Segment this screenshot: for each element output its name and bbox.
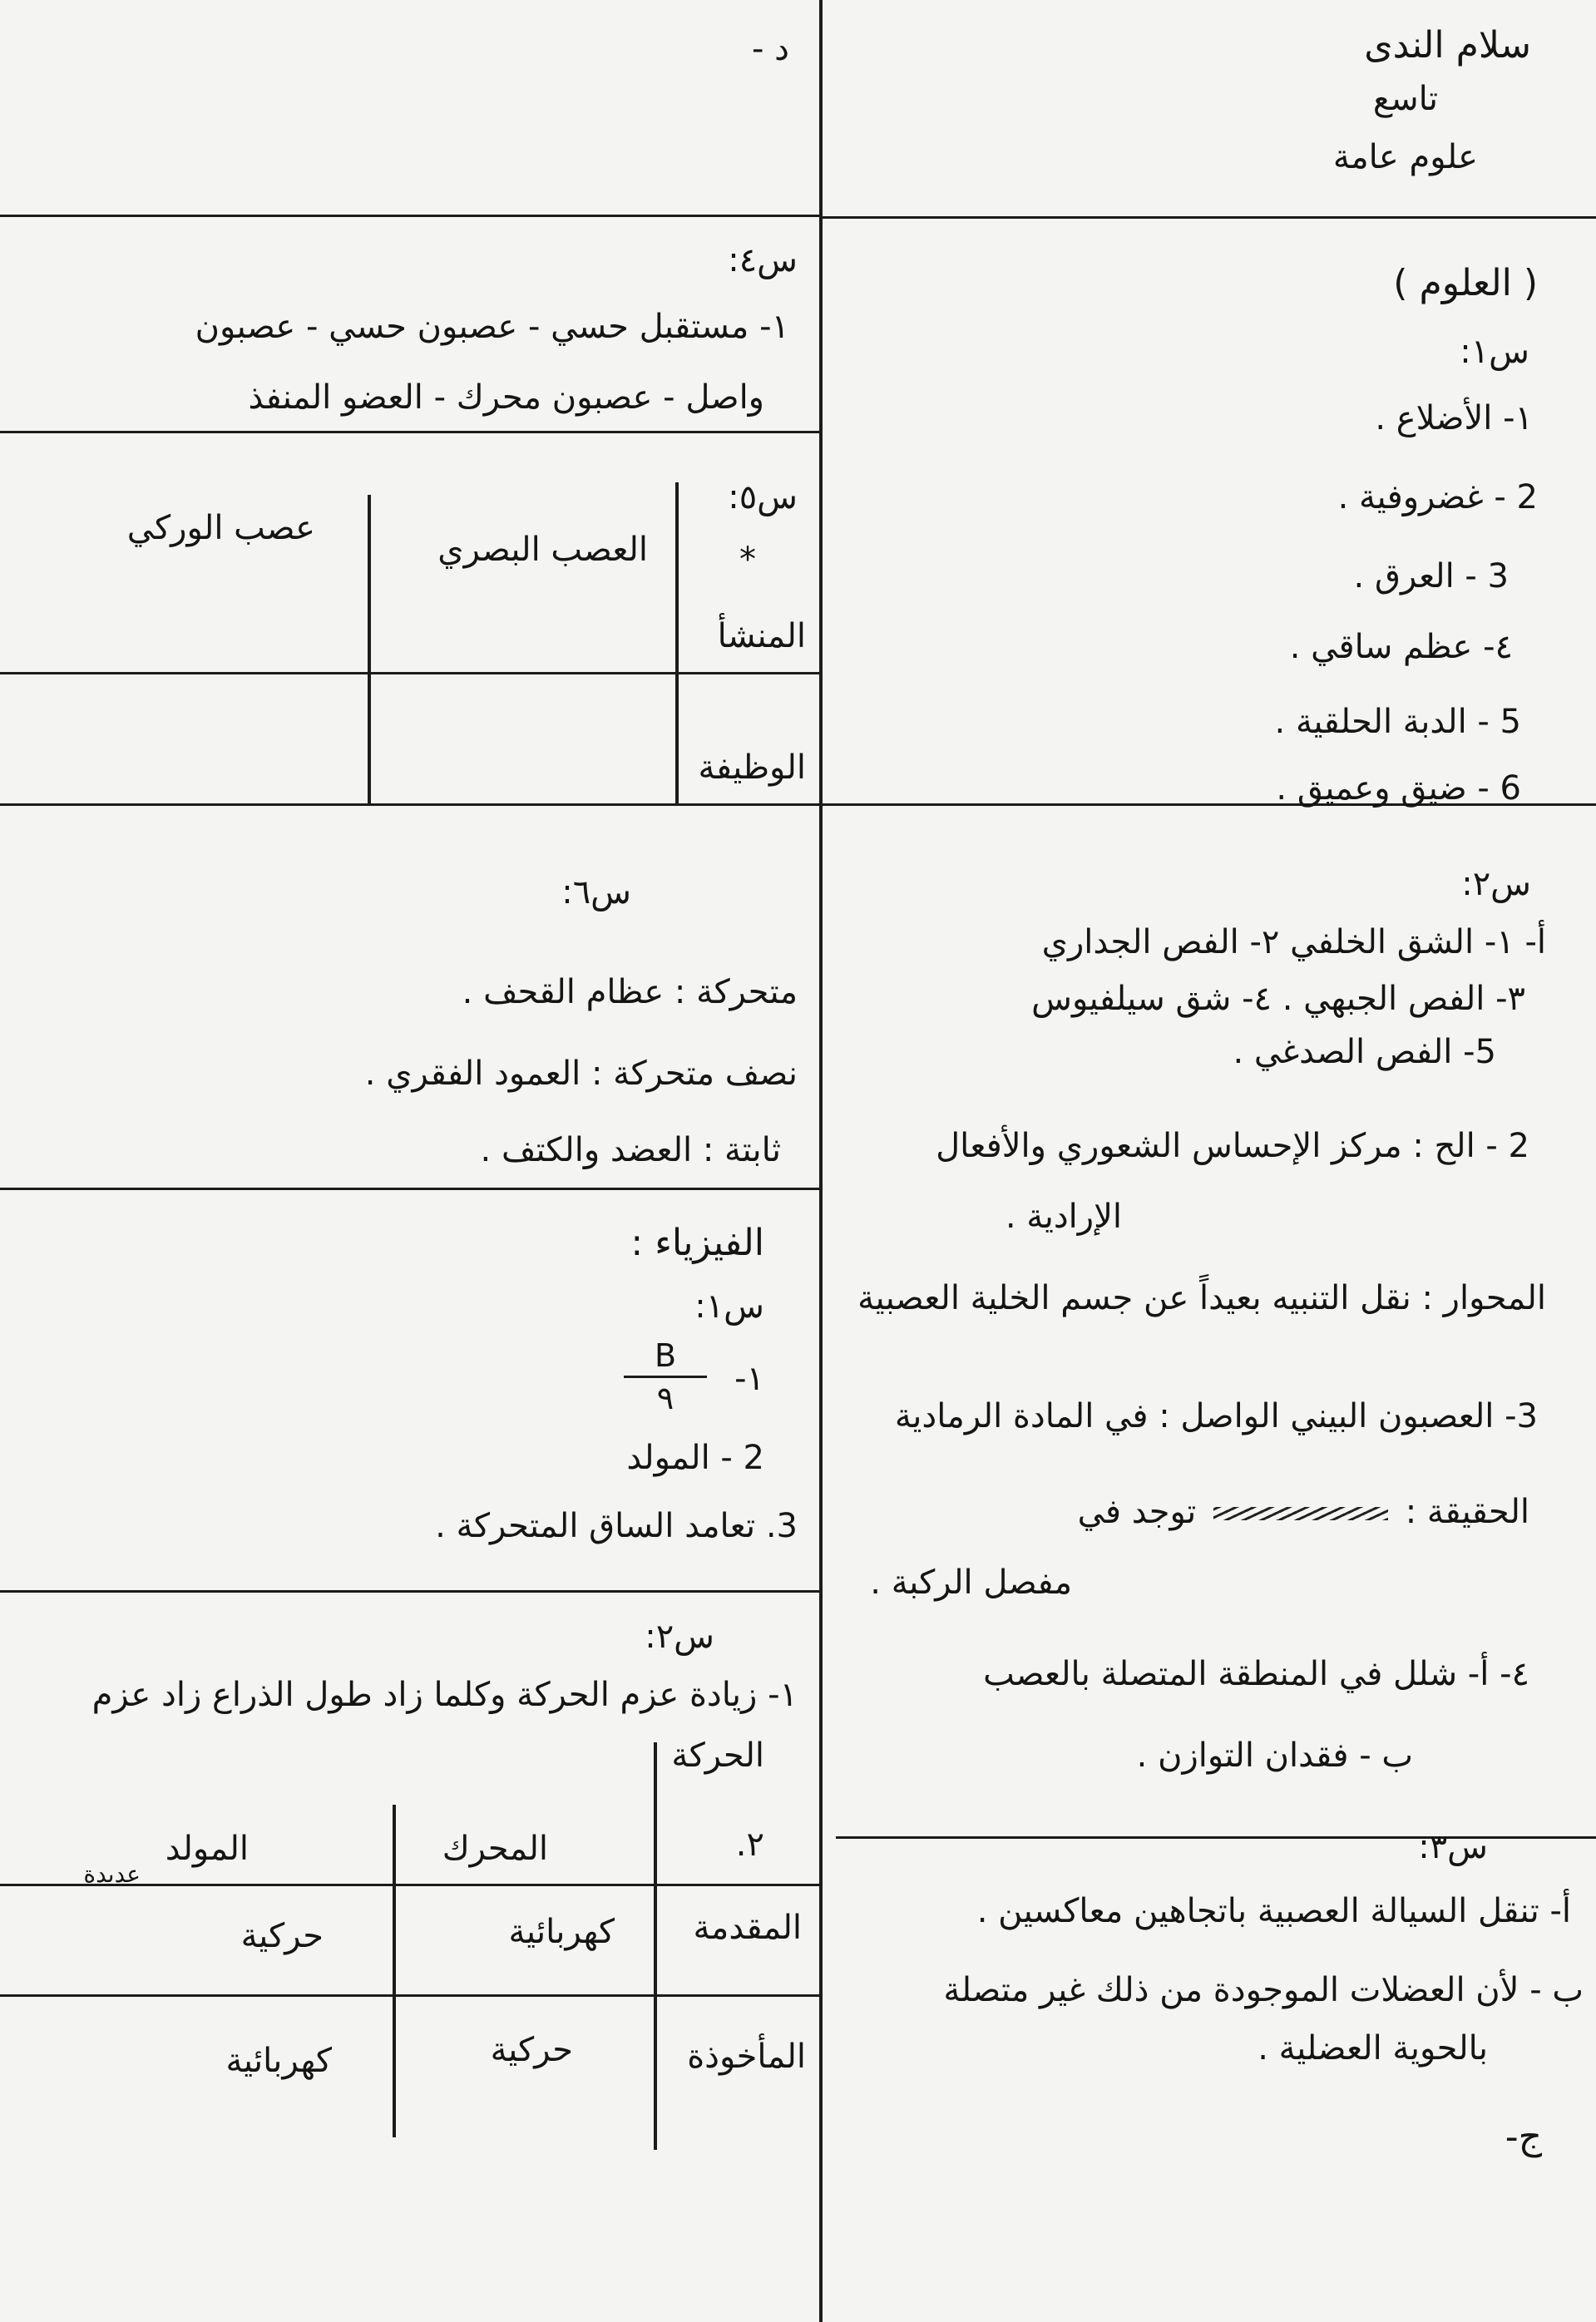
student-grade: تاسع: [1372, 80, 1438, 118]
q1-answer-6: 6 - ضيق وعميق .: [1276, 769, 1521, 808]
table1-row1-label: المنشأ: [717, 617, 806, 655]
table1-header-col1: العصب البصري: [437, 531, 648, 569]
q1-answer-5: 5 - الدبة الحلقية .: [1274, 703, 1521, 741]
subject-name: علوم عامة: [1332, 138, 1478, 176]
q3-a-line: أ- تنقل السيالة العصبية باتجاهين معاكسين .: [976, 1892, 1571, 1930]
q2-a-line-2: ٣- الفص الجبهي . ٤- شق سيلفيوس: [1031, 980, 1525, 1018]
table2-vline-2: [393, 1805, 396, 2137]
q2-c-line: المحوار : نقل التنبيه بعيداً عن جسم الخلية العصبية: [857, 1279, 1546, 1317]
physics-q2-line-2: الحركة: [671, 1737, 764, 1775]
divider-left-table1-mid: [0, 672, 819, 674]
table2-row1-label: المقدمة: [693, 1909, 802, 1947]
divider-right-header: [819, 216, 1596, 219]
q2-label: س٢:: [1461, 865, 1531, 903]
q6-line-1: متحركة : عظام القحف .: [462, 973, 798, 1011]
table2-row2-col2: كهربائية: [225, 2042, 332, 2080]
q6-label: س٦:: [561, 873, 631, 912]
physics-title: الفيزياء :: [630, 1222, 764, 1264]
physics-q1-item1-num: ١-: [734, 1360, 764, 1398]
physics-q2-label: س٢:: [645, 1618, 714, 1656]
science-title: ( العلوم ): [1393, 262, 1538, 304]
q2-a-line-3: 5- الفص الصدغي .: [1233, 1033, 1496, 1071]
q3-insertion: عديدة: [83, 1860, 141, 1888]
table1-row2-label: الوظيفة: [698, 748, 806, 787]
q3-c-label: ج-: [1505, 2116, 1542, 2158]
q5-label: س٥:: [728, 478, 798, 516]
physics-q2-line-1: ١- زيادة عزم الحركة وكلما زاد طول الذراع زاد عزم: [91, 1676, 798, 1714]
q2-b-line-2: الإرادية .: [1005, 1198, 1122, 1236]
top-left-label: د -: [752, 30, 789, 68]
center-divider: [819, 0, 823, 2322]
table2-row2-col1: حركية: [490, 2031, 573, 2069]
q2-d-line-2: [1078, 1493, 1529, 1531]
crossed-out-text: [1213, 1507, 1388, 1520]
divider-left-q4: [0, 431, 819, 433]
q3-b-line-2: بالحوية العضلية .: [1258, 2029, 1488, 2068]
q4-label: س٤:: [728, 241, 798, 279]
table2-vline-1: [654, 1742, 657, 2150]
table2-row1-col2: حركية: [240, 1917, 324, 1955]
student-name: سلام الندى: [1364, 24, 1531, 67]
fraction-denominator: ٩: [656, 1380, 674, 1416]
q2-b-line-1: 2 - الح : مركز الإحساس الشعوري والأفعال: [936, 1127, 1529, 1165]
divider-left-header: [0, 215, 819, 217]
q1-answer-1: ١- الأضلاع .: [1375, 399, 1533, 437]
q6-line-3: ثابتة : العضد والكتف .: [480, 1131, 781, 1169]
q2-d-line-3: مفصل الركبة .: [870, 1564, 1072, 1602]
q2-d-label: الحقيقة :: [1405, 1493, 1529, 1531]
table1-mark: *: [739, 541, 756, 579]
table1-vline-2: [368, 495, 371, 803]
physics-fraction-answer: [615, 1337, 715, 1429]
divider-left-table2-mid: [0, 1994, 819, 1997]
q2-a-line-1: أ- ١- الشق الخلفي ٢- الفص الجداري: [1041, 923, 1546, 961]
physics-q1-line-2: 2 - المولد: [626, 1439, 764, 1477]
q3-label: س٣:: [1418, 1828, 1488, 1866]
fraction-bar: [624, 1376, 707, 1378]
q2-e-line-1: ٤- أ- شلل في المنطقة المتصلة بالعصب: [983, 1655, 1529, 1693]
q1-answer-4: ٤- عظم ساقي .: [1289, 628, 1513, 666]
physics-q1-line-3: 3. تعامد الساق المتحركة .: [435, 1507, 798, 1545]
q1-answer-2: 2 - غضروفية .: [1337, 478, 1538, 516]
q1-answer-3: 3 - العرق .: [1353, 557, 1509, 595]
physics-q1-label: س١:: [694, 1287, 764, 1326]
fraction-numerator: B: [654, 1337, 677, 1374]
q2-e-line-2: ب - فقدان التوازن .: [1136, 1737, 1413, 1775]
divider-left-q6: [0, 1188, 819, 1190]
table2-header-col2: المولد: [165, 1830, 249, 1868]
table1-vline-1: [675, 482, 679, 803]
q4-line-2: واصل - عصبون محرك - العضو المنفذ: [248, 378, 764, 417]
table2-header-col1: المحرك: [442, 1830, 548, 1868]
q6-line-2: نصف متحركة : العمود الفقري .: [364, 1055, 798, 1093]
q2-d-line-1: 3- العصبون البيني الواصل : في المادة الرمادية: [894, 1397, 1538, 1435]
table2-row2-label: المأخوذة: [687, 2038, 806, 2076]
table1-header-col2: عصب الوركي: [126, 509, 315, 547]
q1-label: س١:: [1460, 333, 1529, 371]
q3-b-line-1: ب - لأن العضلات الموجودة من ذلك غير متصلة: [943, 1971, 1584, 2009]
divider-left-physics: [0, 1590, 819, 1593]
q2-d-answer: توجد في: [1077, 1493, 1197, 1531]
table2-row1-col1: كهربائية: [508, 1913, 615, 1951]
q4-line-1: ١- مستقبل حسي - عصبون حسي - عصبون: [195, 308, 789, 346]
table2-number: ٢.: [735, 1825, 764, 1864]
